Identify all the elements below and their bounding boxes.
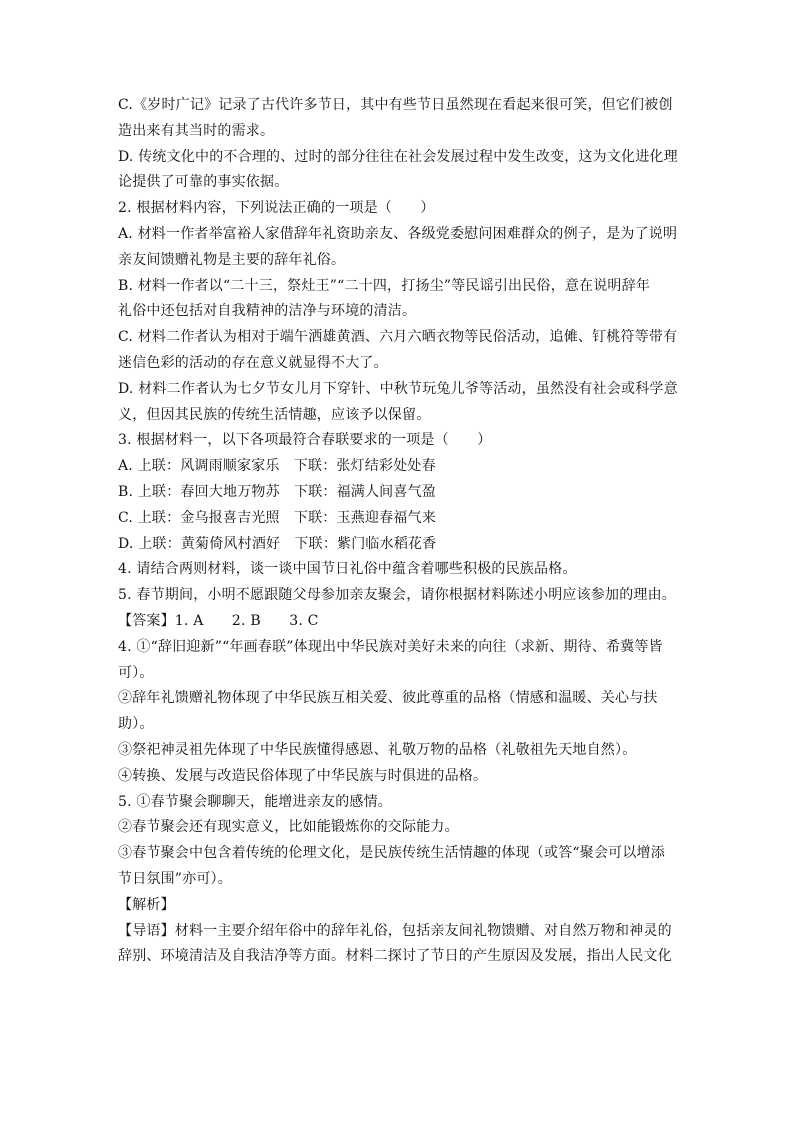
question-2: 2. 根据材料内容，下列说法正确的一项是（ ） [118, 200, 435, 217]
text-line: C. 材料二作者认为相对于端午洒雄黄酒、六月六晒衣物等民俗活动，追傩、钉桃符等带有 [118, 329, 678, 346]
text-line: 助）。 [118, 716, 154, 733]
question-3: 3. 根据材料一，以下各项最符合春联要求的一项是（ ） [118, 432, 492, 449]
text-line: 亲友间馈赠礼物是主要的辞年礼俗。 [118, 251, 346, 268]
question-4: 4. 请结合两则材料，谈一谈中国节日礼俗中蕴含着哪些积极的民族品格。 [118, 561, 577, 578]
option-line: C. 上联：金乌报喜吉光照 下联：玉燕迎春福气来 [118, 509, 436, 526]
text-line: 4. ①“辞旧迎新”“年画春联”体现出中华民族对美好未来的向往（求新、期待、希冀等皆 [118, 638, 663, 655]
text-line: D. 材料二作者认为七夕节女儿月下穿针、中秋节玩兔儿爷等活动，虽然没有社会或科学意 [118, 380, 678, 397]
text-line: 可）。 [118, 664, 154, 681]
text-line: ③祭祀神灵祖先体现了中华民族懂得感恩、礼敬万物的品格（礼敬祖先天地自然）。 [118, 741, 637, 758]
text-line: ④转换、发展与改造民俗体现了中华民族与时俱进的品格。 [118, 767, 488, 784]
text-line: A. 材料一作者举富裕人家借辞年礼资助亲友、各级党委慰问困难群众的例子，是为了说明 [118, 225, 678, 242]
text-line: C.《岁时广记》记录了古代许多节日，其中有些节日虽然现在看起来很可笑，但它们被创 [118, 97, 673, 113]
text-line: ③春节聚会中包含着传统的伦理文化，是民族传统生活情趣的体现（或答“聚会可以增添 [118, 845, 665, 862]
option-line: D. 上联：黄菊倚风村酒好 下联：紫门临水稻花香 [118, 535, 437, 552]
text-line: 节日氛围”亦可）。 [118, 870, 232, 887]
text-line: 迷信色彩的活动的存在意义就显得不大了。 [118, 354, 388, 371]
text-line: D. 传统文化中的不合理的、过时的部分往往在社会发展过程中发生改变，这为文化进化理 [118, 148, 678, 165]
text-line: 义，但因其民族的传统生活情趣，应该予以保留。 [118, 406, 431, 423]
text-line: ②辞年礼馈赠礼物体现了中华民族互相关爱、彼此尊重的品格（情感和温暖、关心与扶 [118, 690, 658, 707]
text-line: 5. ①春节聚会聊聊天，能增进亲友的感情。 [118, 793, 393, 810]
option-line: A. 上联：风调雨顺家家乐 下联：张灯结彩处处春 [118, 458, 436, 475]
answer-heading: 【答案】1. A 2. B 3. C [118, 612, 319, 629]
text-line: B. 材料一作者以“二十三，祭灶王”“二十四，打扬尘”等民谣引出民俗，意在说明辞年 [118, 277, 651, 294]
text-line: 论提供了可靠的事实依据。 [118, 174, 289, 191]
text-line: 【导语】材料一主要介绍年俗中的辞年礼俗，包括亲友间礼物馈赠、对自然万物和神灵的 [118, 922, 672, 939]
question-5: 5. 春节期间，小明不愿跟随父母参加亲友聚会，请你根据材料陈述小明应该参加的理由。 [118, 587, 677, 604]
text-line: 造出来有其当时的需求。 [118, 122, 275, 139]
option-line: B. 上联：春回大地万物苏 下联：福满人间喜气盈 [118, 483, 436, 500]
analysis-heading: 【解析】 [118, 896, 175, 913]
text-line: 辞别、环境清洁及自我洁净等方面。材料二探讨了节日的产生原因及发展，指出人民文化 [118, 948, 672, 965]
document-body [118, 93, 678, 970]
text-line: 礼俗中还包括对自我精神的洁净与环境的清洁。 [118, 303, 417, 320]
text-line: ②春节聚会还有现实意义，比如能锻炼你的交际能力。 [118, 819, 459, 836]
